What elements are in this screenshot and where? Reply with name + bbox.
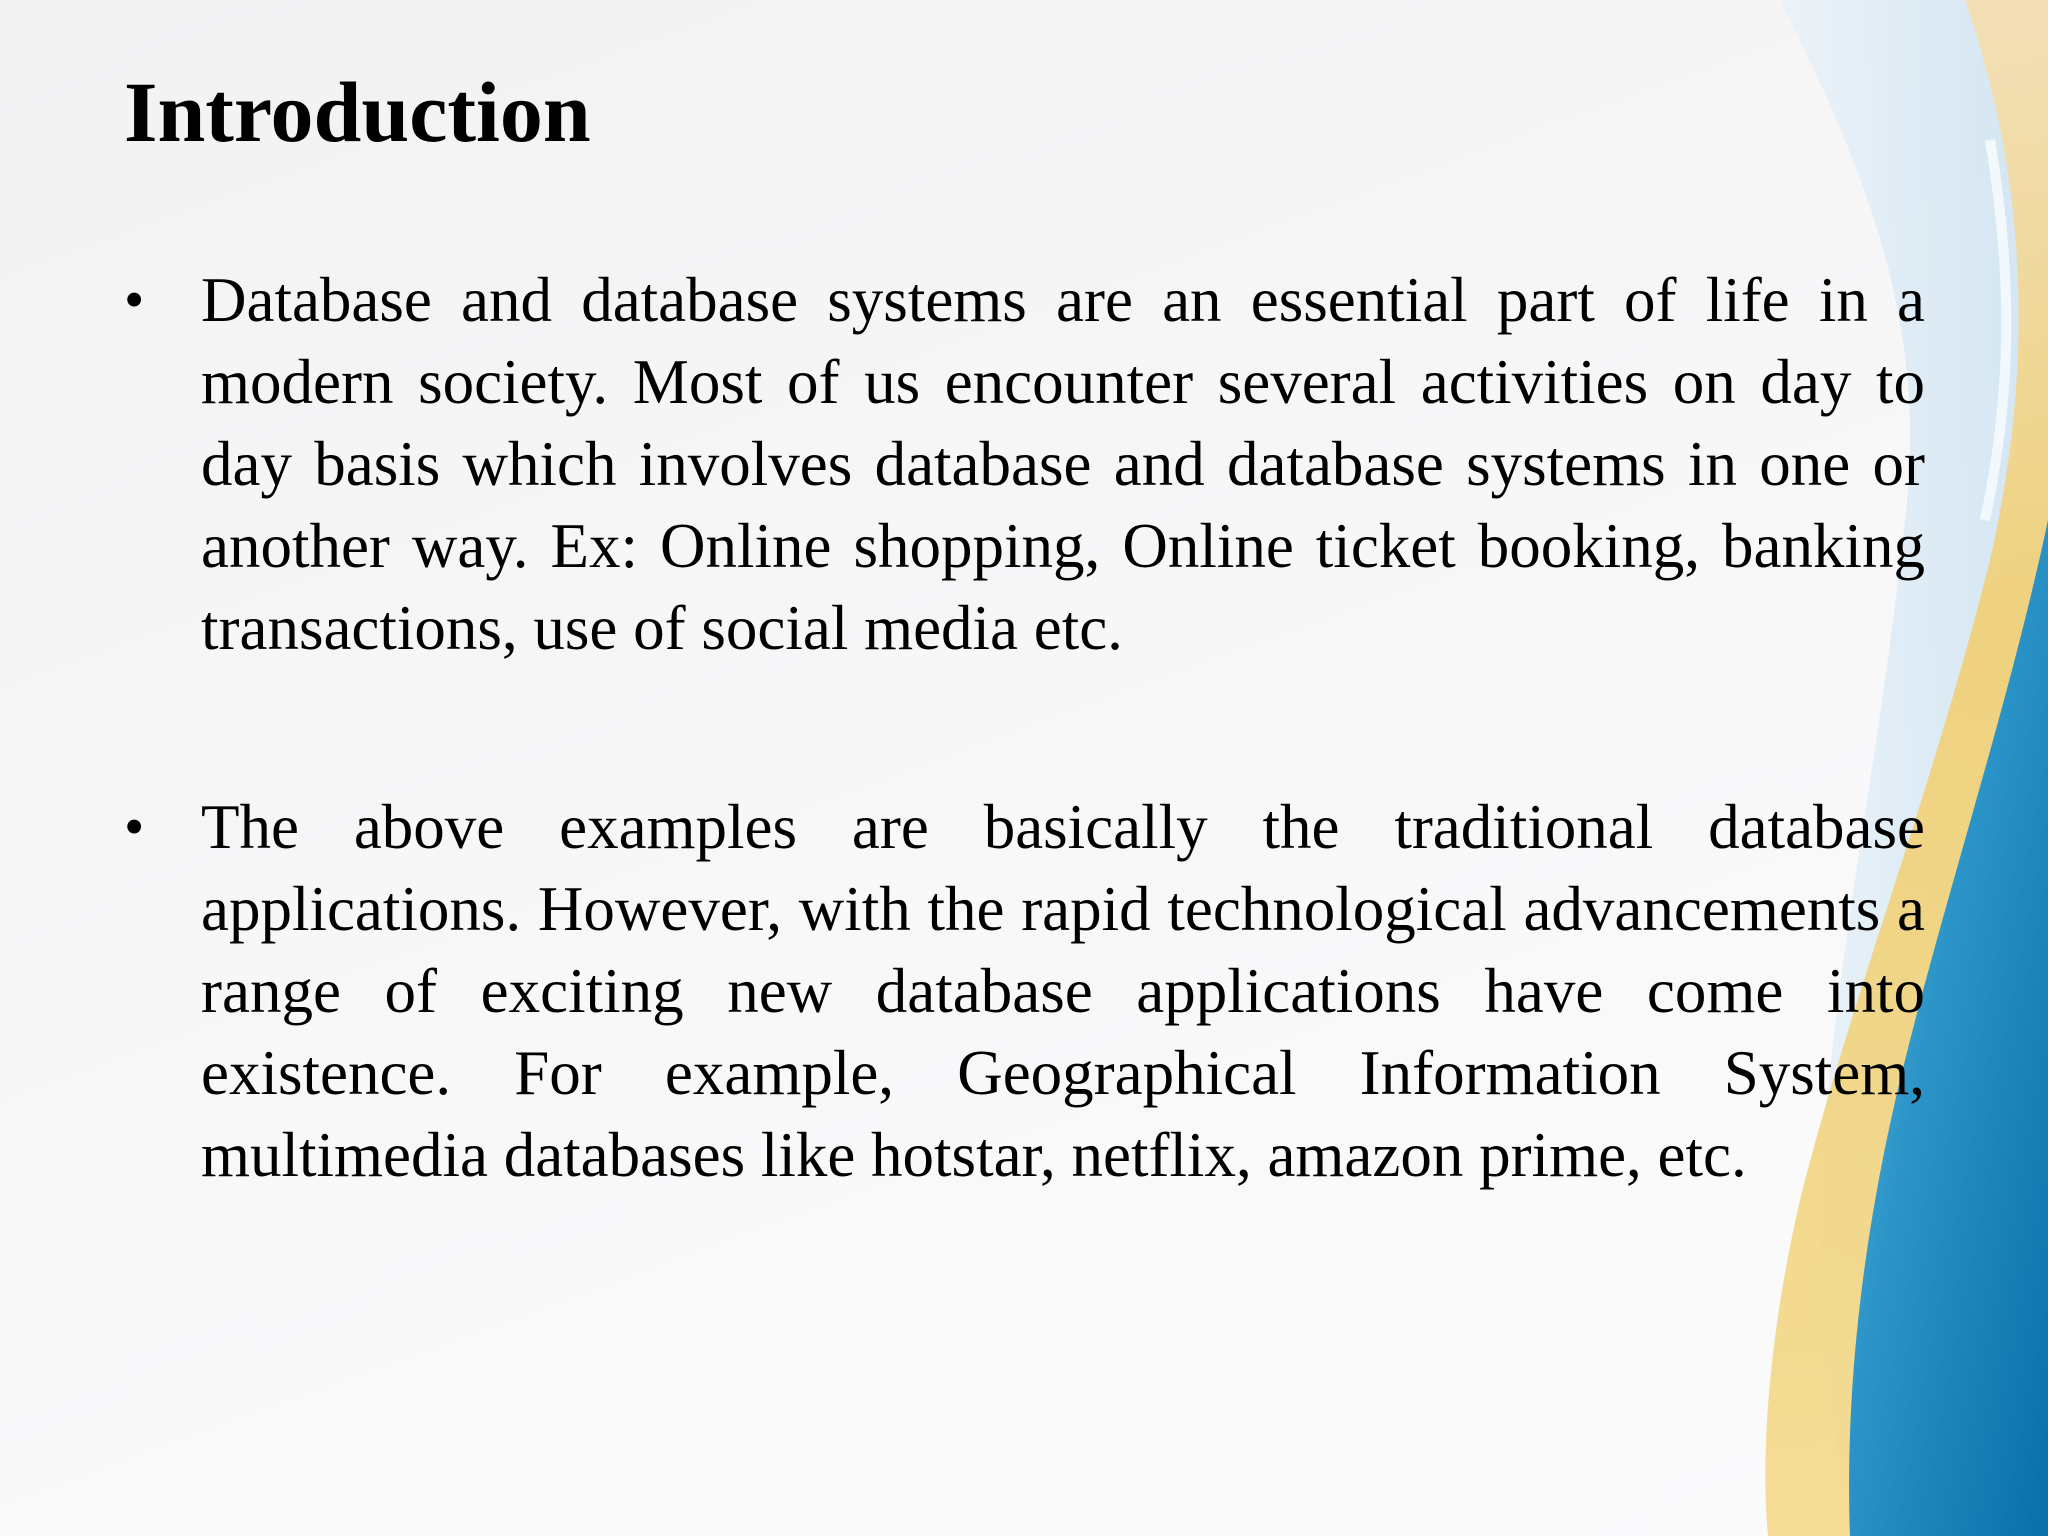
bullet-marker-icon: •	[124, 794, 145, 859]
bullet-marker-icon: •	[124, 267, 145, 332]
bullet-list	[124, 259, 1924, 1196]
bullet-item-1	[124, 259, 1925, 669]
bullet-text-1: Database and database systems are an essential part of life in a modern society. Most of us encounter several activities on day to day basis which involves database and database systems in one or another way. Ex: Online shopping, Online ticket booking, banking transactions, use of social media etc.	[201, 265, 1925, 663]
slide-title: Introduction	[124, 64, 591, 160]
bullet-text-2: The above examples are basically the traditional database applications. However, with the rapid technological advancements a range of exciting new database applications have come into existence. For example, Geographical Information System, multimedia databases like hotstar, netflix, amazon prime, etc.	[201, 792, 1925, 1190]
bullet-item-2	[124, 786, 1925, 1196]
